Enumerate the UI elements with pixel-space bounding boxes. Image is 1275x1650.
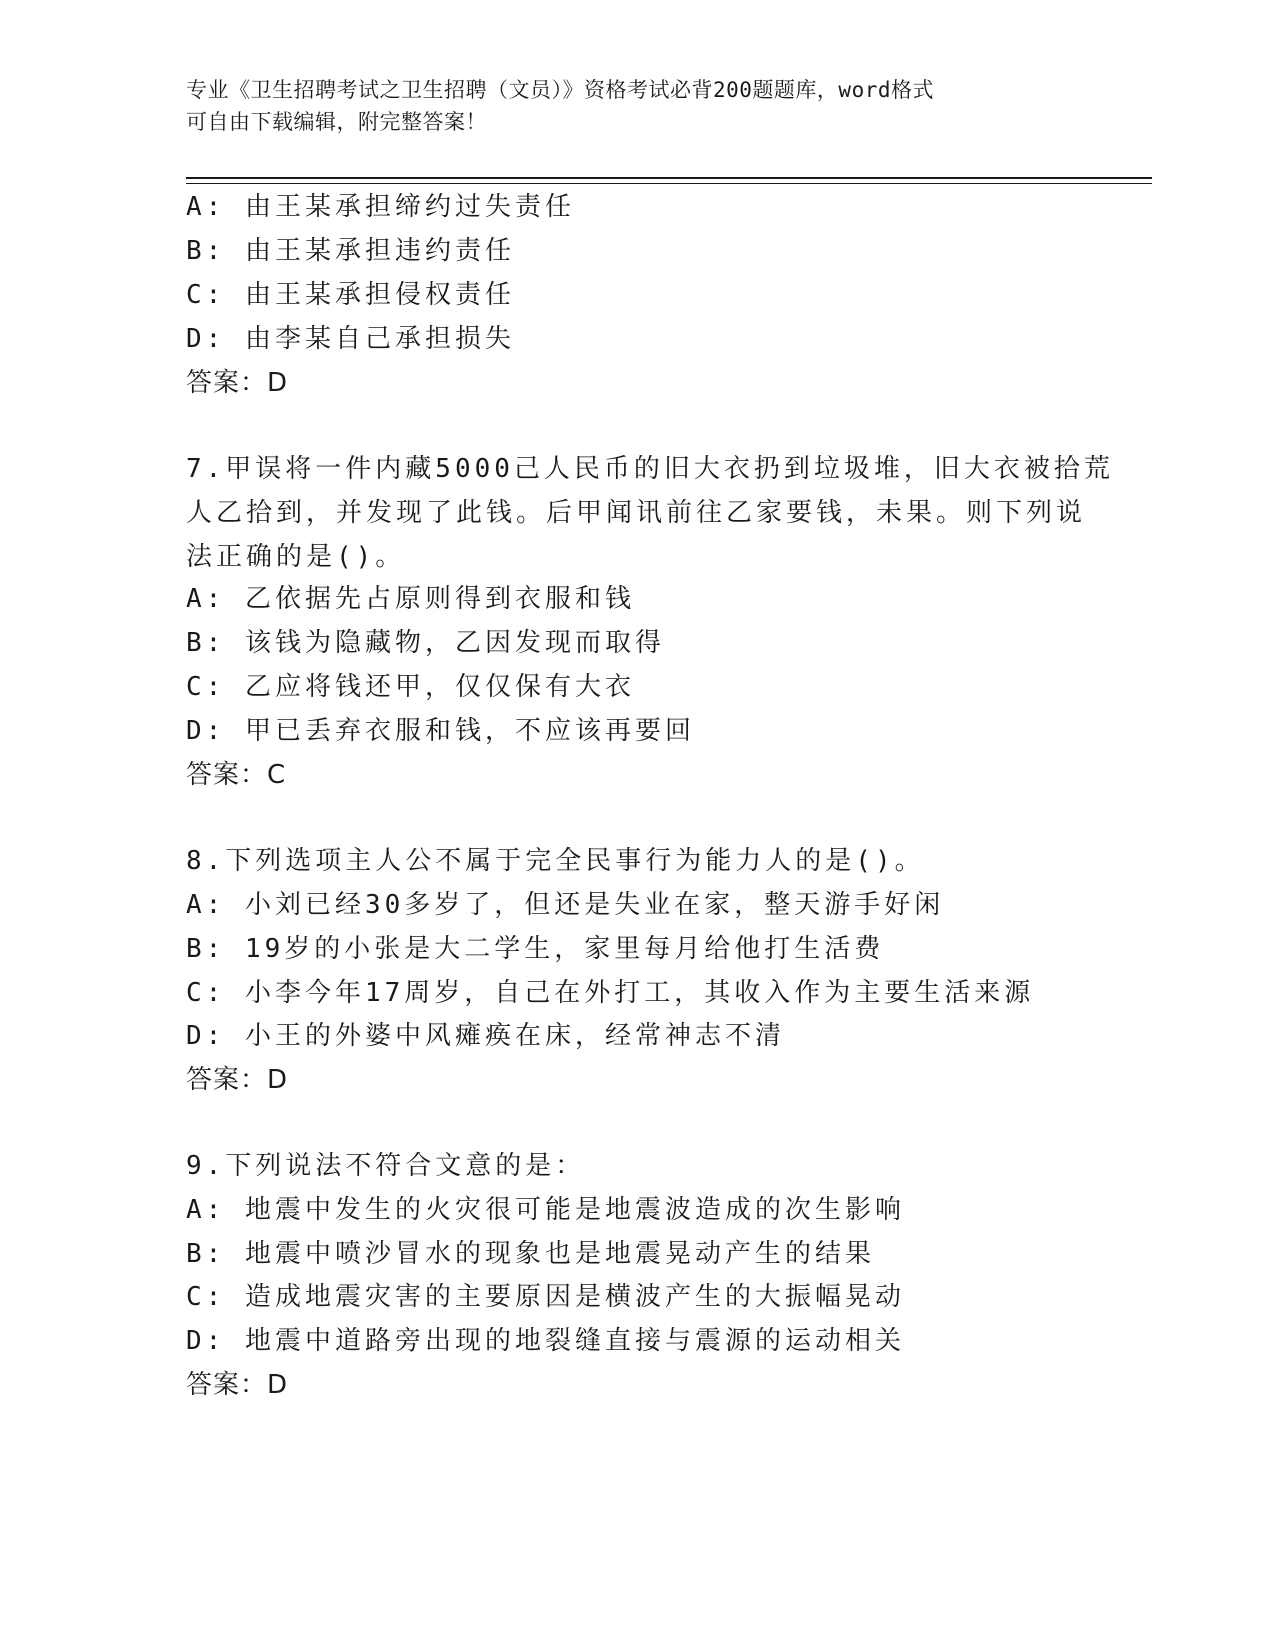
q7-option-b: B: 该钱为隐藏物，乙因发现而取得 [186, 628, 665, 658]
header-line-2: 可自由下载编辑，附完整答案！ [186, 110, 487, 134]
q8-option-a: A: 小刘已经30多岁了，但还是失业在家，整天游手好闲 [186, 890, 945, 920]
q6-option-b: B: 由王某承担违约责任 [186, 236, 515, 266]
q8-option-c: C: 小李今年17周岁，自己在外打工，其收入作为主要生活来源 [186, 978, 1035, 1008]
q9-answer: 答案：D [186, 1370, 289, 1400]
q9-option-a: A: 地震中发生的火灾很可能是地震波造成的次生影响 [186, 1195, 905, 1225]
q7-option-a: A: 乙依据先占原则得到衣服和钱 [186, 584, 635, 614]
q9-option-d: D: 地震中道路旁出现的地裂缝直接与震源的运动相关 [186, 1326, 905, 1356]
q8-answer: 答案：D [186, 1065, 289, 1095]
q7-answer: 答案：C [186, 760, 287, 790]
q6-option-c: C: 由王某承担侵权责任 [186, 280, 515, 310]
q9-option-b: B: 地震中喷沙冒水的现象也是地震晃动产生的结果 [186, 1239, 875, 1269]
q6-answer: 答案：D [186, 368, 289, 398]
q6-option-d: D: 由李某自己承担损失 [186, 324, 515, 354]
q7-option-c: C: 乙应将钱还甲，仅仅保有大衣 [186, 672, 635, 702]
header-line-1: 专业《卫生招聘考试之卫生招聘（文员）》资格考试必背200题题库，word格式 [186, 78, 934, 102]
q6-option-a: A: 由王某承担缔约过失责任 [186, 192, 575, 222]
q8-option-b: B: 19岁的小张是大二学生，家里每月给他打生活费 [186, 934, 885, 964]
page-header [186, 74, 1106, 138]
header-rule-thin [186, 183, 1152, 184]
q9-stem-line-1: 9.下列说法不符合文意的是： [186, 1151, 586, 1181]
header-rule-thick [186, 177, 1152, 179]
q7-stem-line-1: 7.甲误将一件内藏5000己人民币的旧大衣扔到垃圾堆，旧大衣被拾荒 [186, 454, 1114, 484]
q9-option-c: C: 造成地震灾害的主要原因是横波产生的大振幅晃动 [186, 1282, 905, 1312]
q8-option-d: D: 小王的外婆中风瘫痪在床，经常神志不清 [186, 1021, 785, 1051]
q8-stem-line-1: 8.下列选项主人公不属于完全民事行为能力人的是()。 [186, 846, 925, 876]
q7-stem-line-3: 法正确的是()。 [186, 542, 406, 572]
q7-option-d: D: 甲已丢弃衣服和钱，不应该再要回 [186, 716, 695, 746]
q7-stem-line-2: 人乙拾到，并发现了此钱。后甲闻讯前往乙家要钱，未果。则下列说 [186, 498, 1087, 528]
